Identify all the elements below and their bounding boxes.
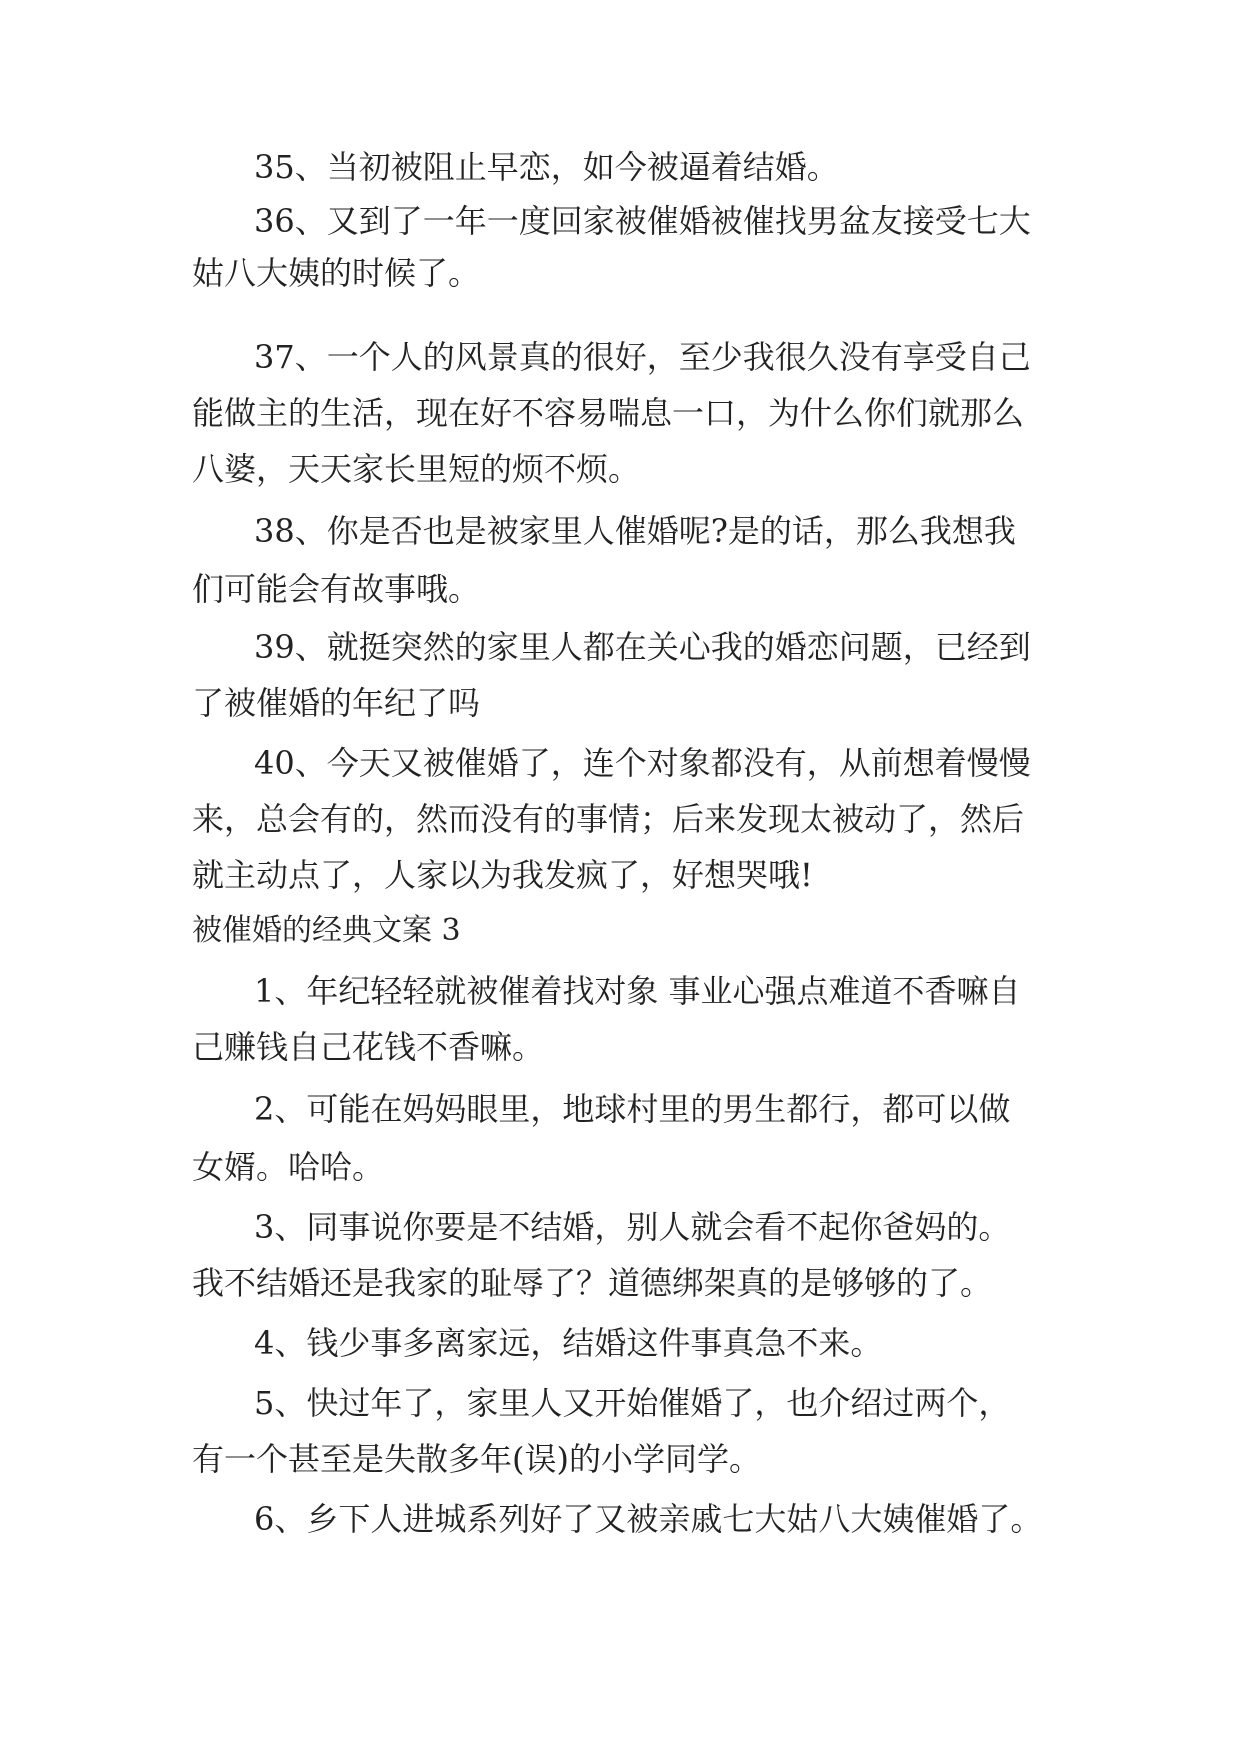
text-line: 来，总会有的，然而没有的事情；后来发现太被动了，然后 [192, 800, 1025, 838]
text-line: 38、你是否也是被家里人催婚呢?是的话，那么我想我 [254, 512, 1016, 550]
text-line: 36、又到了一年一度回家被催婚被催找男盆友接受七大 [254, 202, 1031, 240]
text-line: 37、一个人的风景真的很好，至少我很久没有享受自己 [254, 338, 1031, 376]
text-line: 了被催婚的年纪了吗 [192, 684, 481, 722]
text-line: 能做主的生活，现在好不容易喘息一口，为什么你们就那么 [192, 394, 1025, 432]
text-line: 5、快过年了，家里人又开始催婚了，也介绍过两个， [254, 1384, 1011, 1422]
text-line: 35、当初被阻止早恋，如今被逼着结婚。 [254, 148, 839, 186]
text-line: 我不结婚还是我家的耻辱了？道德绑架真的是够够的了。 [192, 1264, 993, 1302]
text-line: 40、今天又被催婚了，连个对象都没有，从前想着慢慢 [254, 744, 1031, 782]
text-line: 们可能会有故事哦。 [192, 570, 481, 608]
text-line: 6、乡下人进城系列好了又被亲戚七大姑八大姨催婚了。 [254, 1500, 1043, 1538]
text-line: 1、年纪轻轻就被催着找对象 事业心强点难道不香嘛自 [254, 972, 1021, 1010]
text-line: 八婆，天天家长里短的烦不烦。 [192, 450, 641, 488]
text-line: 4、钱少事多离家远，结婚这件事真急不来。 [254, 1324, 883, 1362]
text-line: 姑八大姨的时候了。 [192, 254, 481, 292]
text-line: 己赚钱自己花钱不香嘛。 [192, 1028, 545, 1066]
section-heading: 被催婚的经典文案 3 [192, 913, 461, 948]
text-line: 2、可能在妈妈眼里，地球村里的男生都行，都可以做 [254, 1090, 1011, 1128]
text-line: 女婿。哈哈。 [192, 1148, 385, 1186]
text-line: 3、同事说你要是不结婚，别人就会看不起你爸妈的。 [254, 1208, 1011, 1246]
text-line: 就主动点了，人家以为我发疯了，好想哭哦! [192, 856, 813, 894]
text-line: 39、就挺突然的家里人都在关心我的婚恋问题，已经到 [254, 628, 1031, 666]
text-line: 有一个甚至是失散多年(误)的小学同学。 [192, 1440, 761, 1478]
